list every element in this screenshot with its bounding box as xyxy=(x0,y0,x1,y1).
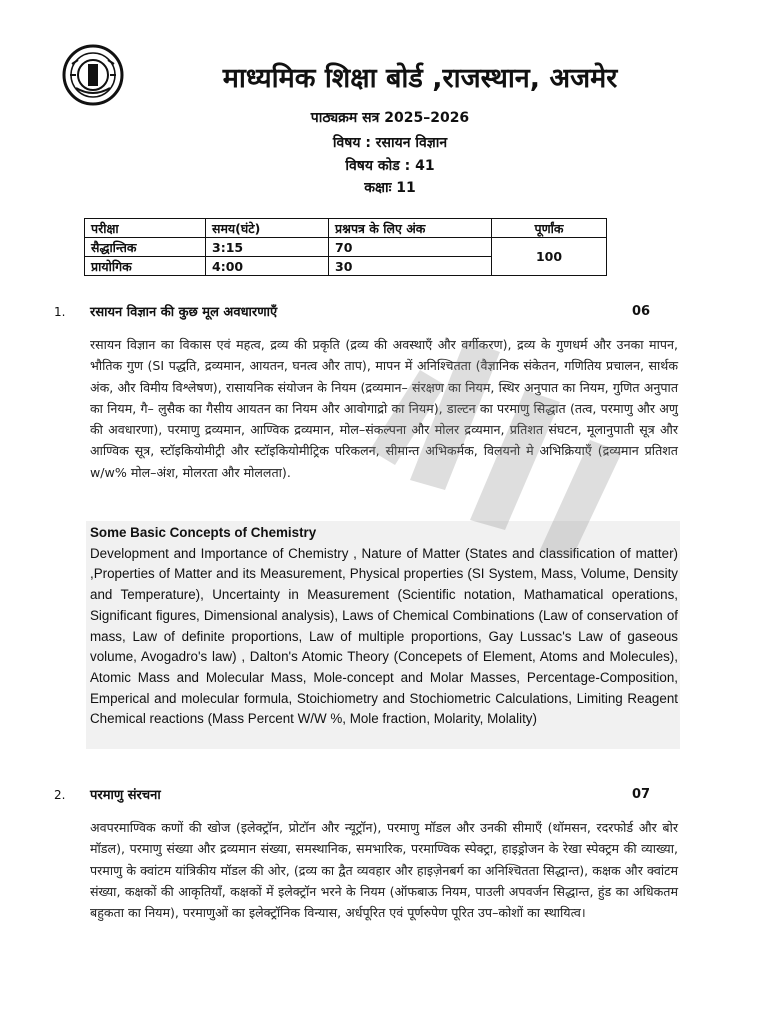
row-exam-theory: सैद्धान्तिक xyxy=(85,238,206,257)
header-time: समय(घंटे) xyxy=(206,219,329,238)
section-1-number: 1. xyxy=(54,305,66,319)
section-1-marks: 06 xyxy=(632,304,651,319)
header-exam: परीक्षा xyxy=(85,219,206,238)
row-time-practical: 4:00 xyxy=(206,257,329,276)
header-marks: प्रश्नपत्र के लिए अंक xyxy=(329,219,492,238)
board-title: माध्यमिक शिक्षा बोर्ड ,राजस्थान, अजमेर xyxy=(222,63,618,94)
class-line: कक्षाः 11 xyxy=(364,180,416,196)
total-marks: 100 xyxy=(492,238,607,276)
board-seal-logo xyxy=(62,44,124,106)
marks-table-header-row xyxy=(85,219,607,238)
section-2-marks: 07 xyxy=(632,787,651,802)
section-1-english-text: Development and Importance of Chemistry , Nature of Matter (States and classification of matter) ,Properties of Matter and its Measurement, Physical properties (SI System, Mass, Volume, Density and Temperature), Uncertainty in Measurement (Scientific notation, Mathamatical operations, Significant figures, Dimensional analysis), Laws of Chemical Combinations (Law of conservation of mass, Law of definite proportions, Law of multiple proportions, Gay Lussac's Law of gaseous volume, Avogadro's law) , Dalton's Atomic Theory (Concepets of Element, Atoms and Molecules), Atomic Mass and Molecular Mass, Mole-concept and Molar Masses, Percentage-Composition, Emperical and molecular formula, Stoichiometry and Stochiometric Calculations, Limiting Reagent Chemical reactions (Mass Percent W/W %, Mole fraction, Molarity, Molality) xyxy=(90,545,678,727)
section-1-english-box xyxy=(86,521,680,749)
section-1-title: रसायन विज्ञान की कुछ मूल अवधारणाएँ xyxy=(90,305,278,320)
header-total: पूर्णांक xyxy=(492,219,607,238)
session-line: पाठ्यक्रम सत्र 2025–2026 xyxy=(310,110,470,126)
section-1-english-title: Some Basic Concepts of Chemistry xyxy=(90,525,317,540)
row-exam-practical: प्रायोगिक xyxy=(85,257,206,276)
table-row xyxy=(85,238,607,257)
subject-code-line: विषय कोड : 41 xyxy=(345,158,435,174)
subject-line: विषय : रसायन विज्ञान xyxy=(332,135,448,151)
section-1-hindi-text: रसायन विज्ञान का विकास एवं महत्व, द्रव्य की प्रकृति (द्रव्य की अवस्थाएँ और वर्गीकरण), द्रव्य के गुणधर्म और उनका मापन, भौतिक गुण (SI पद्धति, द्रव्यमान, आयतन, घनत्व और ताप), मापन में अनिश्चितता (वैज्ञानिक संकेतन, गणितिय प्रचालन, सार्थक अंक, और विमीय विश्लेषण), रासायनिक संयोजन के नियम (द्रव्यमान– संरक्षण का नियम, स्थिर अनुपात का नियम, गुणित अनुपात का नियम, गै– लुसैक का गैसीय आयतन का नियम और आवोगाद्रो का नियम), डाल्टन का परमाणु सिद्धात (तत्व, परमाणु और अणु की अवधारणा), परमाणु द्रव्यमान, आण्विक द्रव्यमान, मोल–संकल्पना और मोलर द्रव्यमान, प्रतिशत संघटन, मूलानुपाती सूत्र और आण्विक सूत्र, स्टॉइकियोमीट्री और स्टॉइकियोमीट्रिक परिकलन, सीमान्त अभिकर्मक, विलयनो मे अभिक्रियाएँ (द्रव्यमान प्रतिशत w/w% मोल–अंश, मोलरता और मोललता). xyxy=(90,337,678,480)
row-time-theory: 3:15 xyxy=(206,238,329,257)
section-2-hindi-text: अवपरमाण्विक कणों की खोज (इलेक्ट्रॉन, प्रोटॉन और न्यूट्रॉन), परमाणु मॉडल और उनकी सीमाएँ (थॉमसन, रदरफोर्ड और बोर मॉडल), परमाणु संख्या और द्रव्यमान संख्या, समस्थानिक, समभारिक, परमाण्विक स्पेक्ट्रा, हाइड्रोजन के रेखा स्पेक्ट्रम की व्याख्या, परमाणु के क्वांटम यांत्रिकीय मॉडल की ओर, (द्रव्य का द्वैत व्यवहार और हाइज़ेनबर्ग का अनिश्चितता सिद्धान्त), कक्षक और क्वांटम संख्या, कक्षकों की आकृतियाँ, कक्षकों में इलेक्ट्रॉन भरने के नियम (ऑफबाऊ नियम, पाउली अपवर्जन सिद्धान्त, हुंड का अधिकतम बहुकता का नियम), परमाणुओं का इलेक्ट्रॉनिक विन्यास, अर्धपूरित एवं पूर्णरुपेण पूरित उप–कोशों का स्थायित्व। xyxy=(90,820,678,921)
row-marks-practical: 30 xyxy=(329,257,492,276)
marks-table xyxy=(84,218,607,276)
row-marks-theory: 70 xyxy=(329,238,492,257)
section-2-title: परमाणु संरचना xyxy=(90,788,161,803)
section-2-number: 2. xyxy=(54,788,66,802)
